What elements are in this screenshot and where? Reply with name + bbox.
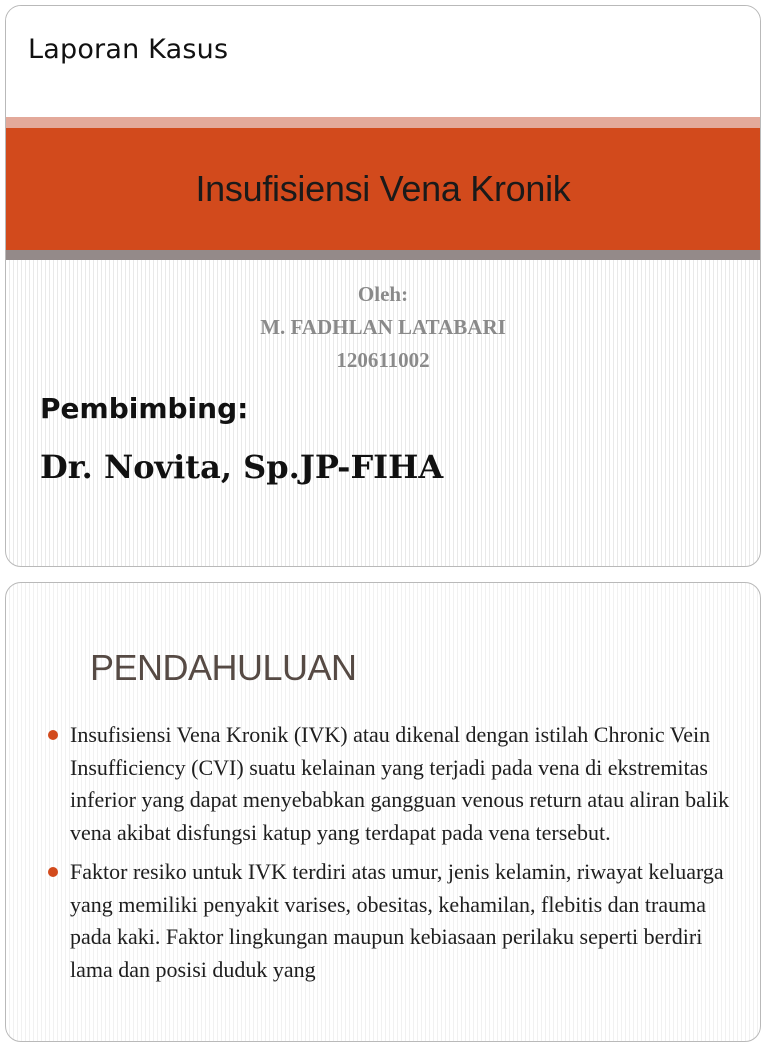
introduction-slide — [5, 582, 761, 1042]
author-block — [6, 278, 760, 377]
author-id: 120611002 — [336, 348, 430, 372]
supervisor-label: Pembimbing: — [40, 392, 249, 425]
course-label: Laporan Kasus — [28, 34, 229, 65]
title-slide — [5, 5, 761, 567]
section-title: PENDAHULUAN — [90, 647, 357, 688]
accent-band-top — [6, 117, 760, 128]
list-item — [46, 856, 736, 986]
by-label: Oleh: — [357, 282, 409, 306]
bullet-text: Insufisiensi Vena Kronik (IVK) atau dikenal dengan istilah Chronic Vein Insufficiency (CVI) suatu kelainan yang terjadi pada vena di ekstremitas inferior yang dapat menyebabkan gangguan venous return atau aliran balik vena akibat disfungsi katup yang terdapat pada vena tersebut. — [70, 722, 730, 845]
accent-band-bottom — [6, 250, 760, 260]
bullet-text: Faktor resiko untuk IVK terdiri atas umur, jenis kelamin, riwayat keluarga yang memiliki penyakit varises, obesitas, kehamilan, flebitis dan trauma pada kaki. Faktor lingkungan maupun kebiasaan perilaku seperti berdiri lama dan posisi duduk yang — [70, 859, 724, 982]
bullet-dot-icon — [48, 730, 58, 740]
slide-title: Insufisiensi Vena Kronik — [195, 168, 571, 209]
bullet-list — [46, 719, 736, 993]
supervisor-name: Dr. Novita, Sp.JP-FIHA — [40, 448, 444, 486]
list-item — [46, 719, 736, 849]
bullet-dot-icon — [48, 867, 58, 877]
author-name: M. FADHLAN LATABARI — [260, 315, 506, 339]
